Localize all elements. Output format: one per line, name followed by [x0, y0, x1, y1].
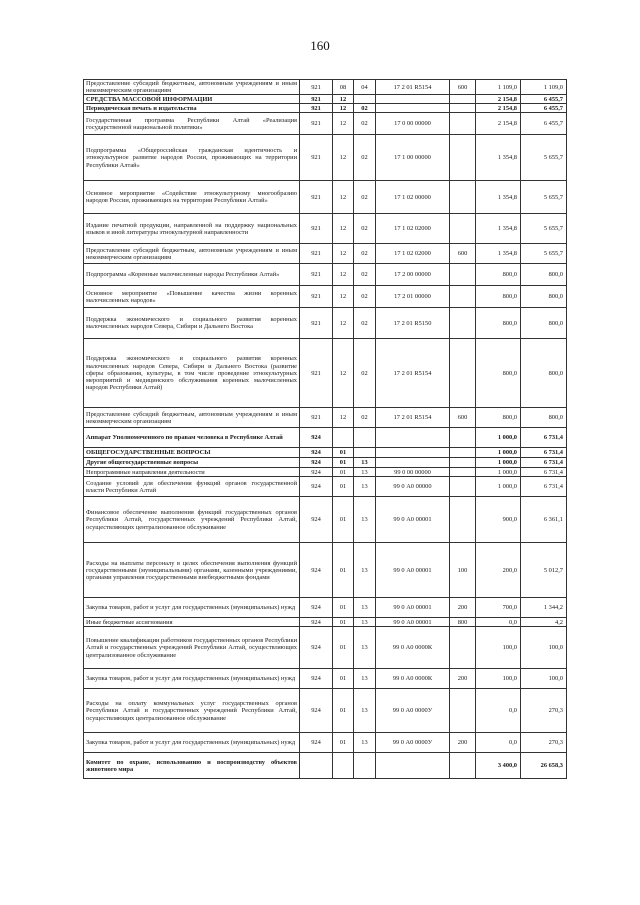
table-row: [84, 214, 567, 244]
grbs-code-cell: 924: [300, 428, 333, 448]
grbs-code-cell: 921: [300, 339, 333, 408]
expense-type-cell: 200: [450, 669, 476, 689]
target-article-cell: [376, 95, 450, 104]
table-row: [84, 428, 567, 448]
target-article-cell: 17 1 02 02000: [376, 214, 450, 244]
table-row: [84, 753, 567, 779]
section-code-cell: 12: [333, 264, 354, 286]
amount-cell-2: 6 361,1: [521, 497, 567, 543]
amount-cell-1: 1 354,8: [476, 214, 521, 244]
amount-cell-1: 1 000,0: [476, 477, 521, 497]
expenditure-name-cell: Предоставление субсидий бюджетным, автономным учреждениям и иным некоммерческим организациям: [84, 408, 300, 428]
expenditure-name-cell: Повышение квалификации работников государственных органов Республики Алтай и государственных учреждений Республики Алтай, осуществляющих централизованное обслуживание: [84, 627, 300, 669]
expense-type-cell: 200: [450, 598, 476, 618]
amount-cell-1: 1 354,8: [476, 135, 521, 181]
expense-type-cell: 800: [450, 618, 476, 627]
subsection-code-cell: 02: [354, 244, 376, 264]
expenditure-name-cell: Закупка товаров, работ и услуг для государственных (муниципальных) нужд: [84, 669, 300, 689]
amount-cell-2: 6 455,7: [521, 95, 567, 104]
expense-type-cell: [450, 135, 476, 181]
expense-type-cell: [450, 458, 476, 468]
expense-type-cell: 200: [450, 733, 476, 753]
table-row: [84, 104, 567, 113]
expense-type-cell: [450, 448, 476, 458]
amount-cell-2: 800,0: [521, 308, 567, 339]
expenditure-name-cell: Издание печатной продукции, направленной на поддержку национальных языков и иной литературы этнокультурной направленности: [84, 214, 300, 244]
subsection-code-cell: 02: [354, 286, 376, 308]
expenditure-name-cell: Поддержка экономического и социального развития коренных малочисленных народов Севера, Сибири и Дальнего Востока (развитие сферы образования, культуры, в том числе проведение этнокультурных мероприятий и медицинского обслуживания коренных малочисленных народов Республики Алтай): [84, 339, 300, 408]
amount-cell-1: 2 154,8: [476, 104, 521, 113]
target-article-cell: 17 2 00 00000: [376, 264, 450, 286]
subsection-code-cell: [354, 428, 376, 448]
target-article-cell: 17 1 02 00000: [376, 181, 450, 214]
grbs-code-cell: 924: [300, 458, 333, 468]
target-article-cell: [376, 458, 450, 468]
target-article-cell: [376, 428, 450, 448]
target-article-cell: 17 2 01 R5150: [376, 308, 450, 339]
target-article-cell: [376, 104, 450, 113]
amount-cell-2: 1 344,2: [521, 598, 567, 618]
expenditure-name-cell: Основное мероприятие «Повышение качества жизни коренных малочисленных народов»: [84, 286, 300, 308]
expense-type-cell: [450, 468, 476, 477]
expenditure-name-cell: Поддержка экономического и социального развития коренных малочисленных народов Севера, Сибири и Дальнего Востока: [84, 308, 300, 339]
amount-cell-2: 6 731,4: [521, 458, 567, 468]
amount-cell-1: 700,0: [476, 598, 521, 618]
section-code-cell: 01: [333, 497, 354, 543]
subsection-code-cell: [354, 448, 376, 458]
target-article-cell: [376, 448, 450, 458]
grbs-code-cell: 924: [300, 733, 333, 753]
subsection-code-cell: 13: [354, 497, 376, 543]
grbs-code-cell: 921: [300, 286, 333, 308]
subsection-code-cell: 13: [354, 477, 376, 497]
amount-cell-1: 1 000,0: [476, 458, 521, 468]
expense-type-cell: 600: [450, 80, 476, 95]
expenditure-name-cell: Расходы на оплату коммунальных услуг государственных органов Республики Алтай и государственных учреждений Республики Алтай, осуществляющих централизованное обслуживание: [84, 689, 300, 733]
target-article-cell: 99 0 А0 00001: [376, 618, 450, 627]
grbs-code-cell: 924: [300, 468, 333, 477]
expenditure-name-cell: СРЕДСТВА МАССОВОЙ ИНФОРМАЦИИ: [84, 95, 300, 104]
expenditure-name-cell: Подпрограмма «Общероссийская гражданская идентичность и этнокультурное развитие народов России, проживающих на территории Республики Алтай»: [84, 135, 300, 181]
grbs-code-cell: 924: [300, 627, 333, 669]
section-code-cell: 01: [333, 448, 354, 458]
target-article-cell: 17 0 00 00000: [376, 113, 450, 135]
table-row: [84, 598, 567, 618]
amount-cell-1: 800,0: [476, 264, 521, 286]
table-row: [84, 308, 567, 339]
section-code-cell: 12: [333, 339, 354, 408]
amount-cell-1: 2 154,8: [476, 113, 521, 135]
expenditure-name-cell: Непрограммные направления деятельности: [84, 468, 300, 477]
target-article-cell: 17 2 01 R5154: [376, 408, 450, 428]
expense-type-cell: [450, 689, 476, 733]
target-article-cell: 99 0 А0 00001: [376, 543, 450, 598]
target-article-cell: 99 0 А0 0000К: [376, 669, 450, 689]
table-row: [84, 448, 567, 458]
subsection-code-cell: 02: [354, 339, 376, 408]
subsection-code-cell: [354, 95, 376, 104]
subsection-code-cell: 02: [354, 113, 376, 135]
subsection-code-cell: 02: [354, 135, 376, 181]
table-row: [84, 733, 567, 753]
subsection-code-cell: 02: [354, 181, 376, 214]
section-code-cell: 12: [333, 286, 354, 308]
section-code-cell: 01: [333, 669, 354, 689]
grbs-code-cell: 921: [300, 135, 333, 181]
amount-cell-2: 270,3: [521, 689, 567, 733]
expense-type-cell: [450, 113, 476, 135]
subsection-code-cell: 13: [354, 543, 376, 598]
section-code-cell: 12: [333, 135, 354, 181]
expense-type-cell: [450, 95, 476, 104]
grbs-code-cell: 921: [300, 308, 333, 339]
expenditure-name-cell: Создание условий для обеспечения функций органов государственной власти Республики Алтай: [84, 477, 300, 497]
amount-cell-1: 3 400,0: [476, 753, 521, 779]
section-code-cell: 12: [333, 244, 354, 264]
table-row: [84, 135, 567, 181]
table-row: [84, 458, 567, 468]
grbs-code-cell: 921: [300, 80, 333, 95]
expenditure-name-cell: Другие общегосударственные вопросы: [84, 458, 300, 468]
expenditure-name-cell: Предоставление субсидий бюджетным, автономным учреждениям и иным некоммерческим организациям: [84, 244, 300, 264]
table-row: [84, 627, 567, 669]
target-article-cell: 99 0 00 00000: [376, 468, 450, 477]
section-code-cell: 12: [333, 408, 354, 428]
expense-type-cell: [450, 104, 476, 113]
expense-type-cell: [450, 753, 476, 779]
grbs-code-cell: 921: [300, 104, 333, 113]
amount-cell-1: 800,0: [476, 286, 521, 308]
amount-cell-1: 900,0: [476, 497, 521, 543]
section-code-cell: 12: [333, 308, 354, 339]
table-body: [84, 80, 567, 779]
subsection-code-cell: 02: [354, 408, 376, 428]
section-code-cell: 12: [333, 214, 354, 244]
amount-cell-2: 800,0: [521, 286, 567, 308]
target-article-cell: 99 0 А0 0000К: [376, 627, 450, 669]
amount-cell-2: 26 658,3: [521, 753, 567, 779]
table-row: [84, 618, 567, 627]
subsection-code-cell: [354, 753, 376, 779]
amount-cell-2: 5 655,7: [521, 244, 567, 264]
amount-cell-2: 6 455,7: [521, 113, 567, 135]
amount-cell-1: 800,0: [476, 408, 521, 428]
subsection-code-cell: 02: [354, 104, 376, 113]
grbs-code-cell: 924: [300, 543, 333, 598]
expenditure-name-cell: Закупка товаров, работ и услуг для государственных (муниципальных) нужд: [84, 733, 300, 753]
table-row: [84, 181, 567, 214]
expenditure-name-cell: Периодическая печать и издательства: [84, 104, 300, 113]
table-row: [84, 339, 567, 408]
target-article-cell: 17 2 01 R5154: [376, 339, 450, 408]
section-code-cell: 01: [333, 618, 354, 627]
expense-type-cell: [450, 497, 476, 543]
page-number: 160: [310, 38, 330, 53]
table-row: [84, 244, 567, 264]
table-row: [84, 669, 567, 689]
amount-cell-2: 100,0: [521, 627, 567, 669]
expense-type-cell: [450, 627, 476, 669]
table-row: [84, 689, 567, 733]
expense-type-cell: [450, 181, 476, 214]
target-article-cell: 99 0 А0 00001: [376, 598, 450, 618]
section-code-cell: 01: [333, 458, 354, 468]
target-article-cell: 17 1 02 02000: [376, 244, 450, 264]
grbs-code-cell: 924: [300, 477, 333, 497]
subsection-code-cell: 04: [354, 80, 376, 95]
expenditure-name-cell: Комитет по охране, использованию и воспроизводству объектов животного мира: [84, 753, 300, 779]
expenditure-name-cell: Предоставление субсидий бюджетным, автономным учреждениям и иным некоммерческим организациям: [84, 80, 300, 95]
grbs-code-cell: 924: [300, 448, 333, 458]
expense-type-cell: [450, 308, 476, 339]
amount-cell-1: 1 354,8: [476, 181, 521, 214]
target-article-cell: 99 0 А0 00000: [376, 477, 450, 497]
section-code-cell: 01: [333, 733, 354, 753]
target-article-cell: [376, 753, 450, 779]
section-code-cell: [333, 428, 354, 448]
subsection-code-cell: 02: [354, 264, 376, 286]
amount-cell-1: 1 109,0: [476, 80, 521, 95]
amount-cell-1: 1 000,0: [476, 448, 521, 458]
grbs-code-cell: [300, 753, 333, 779]
amount-cell-2: 5 655,7: [521, 214, 567, 244]
amount-cell-1: 0,0: [476, 618, 521, 627]
subsection-code-cell: 13: [354, 733, 376, 753]
grbs-code-cell: 921: [300, 214, 333, 244]
target-article-cell: 17 2 01 00000: [376, 286, 450, 308]
section-code-cell: 12: [333, 104, 354, 113]
subsection-code-cell: 13: [354, 458, 376, 468]
grbs-code-cell: 921: [300, 408, 333, 428]
section-code-cell: 01: [333, 627, 354, 669]
table-row: [84, 95, 567, 104]
subsection-code-cell: 13: [354, 627, 376, 669]
subsection-code-cell: 13: [354, 618, 376, 627]
amount-cell-2: 800,0: [521, 264, 567, 286]
subsection-code-cell: 13: [354, 689, 376, 733]
expenditure-name-cell: ОБЩЕГОСУДАРСТВЕННЫЕ ВОПРОСЫ: [84, 448, 300, 458]
grbs-code-cell: 924: [300, 598, 333, 618]
amount-cell-1: 200,0: [476, 543, 521, 598]
subsection-code-cell: 13: [354, 598, 376, 618]
table-row: [84, 408, 567, 428]
expense-type-cell: [450, 339, 476, 408]
expense-type-cell: 600: [450, 408, 476, 428]
section-code-cell: 01: [333, 543, 354, 598]
section-code-cell: 12: [333, 113, 354, 135]
table-row: [84, 497, 567, 543]
table-row: [84, 477, 567, 497]
expenditure-name-cell: Расходы на выплаты персоналу в целях обеспечения выполнения функций государственными (муниципальными) органами, казенными учреждениями, органами управления государственными внебюджетными фондами: [84, 543, 300, 598]
grbs-code-cell: 921: [300, 113, 333, 135]
expenditure-name-cell: Основное мероприятие «Содействие этнокультурному многообразию народов России, проживающих на территории Республики Алтай»: [84, 181, 300, 214]
amount-cell-1: 100,0: [476, 669, 521, 689]
amount-cell-2: 6 731,4: [521, 477, 567, 497]
expense-type-cell: [450, 214, 476, 244]
expense-type-cell: [450, 286, 476, 308]
section-code-cell: 12: [333, 95, 354, 104]
amount-cell-2: 270,3: [521, 733, 567, 753]
grbs-code-cell: 924: [300, 497, 333, 543]
table-row: [84, 286, 567, 308]
expenditure-name-cell: Финансовое обеспечение выполнения функций государственных органов Республики Алтай, государственных учреждений Республики Алтай, осуществляющих централизованное обслуживание: [84, 497, 300, 543]
subsection-code-cell: 02: [354, 214, 376, 244]
grbs-code-cell: 921: [300, 95, 333, 104]
subsection-code-cell: 13: [354, 669, 376, 689]
target-article-cell: 17 2 01 R5154: [376, 80, 450, 95]
amount-cell-2: 5 012,7: [521, 543, 567, 598]
subsection-code-cell: 13: [354, 468, 376, 477]
grbs-code-cell: 924: [300, 689, 333, 733]
amount-cell-2: 1 109,0: [521, 80, 567, 95]
section-code-cell: [333, 753, 354, 779]
grbs-code-cell: 924: [300, 669, 333, 689]
amount-cell-2: 4,2: [521, 618, 567, 627]
section-code-cell: 01: [333, 468, 354, 477]
budget-allocation-table: [83, 79, 567, 779]
amount-cell-1: 0,0: [476, 689, 521, 733]
grbs-code-cell: 921: [300, 244, 333, 264]
section-code-cell: 08: [333, 80, 354, 95]
table-row: [84, 264, 567, 286]
expenditure-name-cell: Закупка товаров, работ и услуг для государственных (муниципальных) нужд: [84, 598, 300, 618]
expense-type-cell: 100: [450, 543, 476, 598]
amount-cell-1: 0,0: [476, 733, 521, 753]
subsection-code-cell: 02: [354, 308, 376, 339]
table-row: [84, 543, 567, 598]
expense-type-cell: [450, 428, 476, 448]
section-code-cell: 01: [333, 689, 354, 733]
target-article-cell: 99 0 А0 0000У: [376, 689, 450, 733]
target-article-cell: 99 0 А0 00001: [376, 497, 450, 543]
expense-type-cell: [450, 264, 476, 286]
amount-cell-2: 6 731,4: [521, 428, 567, 448]
target-article-cell: 99 0 А0 0000У: [376, 733, 450, 753]
amount-cell-2: 6 731,4: [521, 468, 567, 477]
expense-type-cell: [450, 477, 476, 497]
table-row: [84, 468, 567, 477]
amount-cell-2: 5 655,7: [521, 181, 567, 214]
section-code-cell: 12: [333, 181, 354, 214]
amount-cell-2: 800,0: [521, 408, 567, 428]
amount-cell-2: 6 455,7: [521, 104, 567, 113]
amount-cell-1: 2 154,8: [476, 95, 521, 104]
expense-type-cell: 600: [450, 244, 476, 264]
table-row: [84, 80, 567, 95]
grbs-code-cell: 924: [300, 618, 333, 627]
expenditure-name-cell: Государственная программа Республики Алтай «Реализация государственной национальной политики»: [84, 113, 300, 135]
amount-cell-1: 1 354,8: [476, 244, 521, 264]
amount-cell-1: 1 000,0: [476, 428, 521, 448]
expenditure-name-cell: Аппарат Уполномоченного по правам человека в Республике Алтай: [84, 428, 300, 448]
expenditure-name-cell: Подпрограмма «Коренные малочисленные народы Республики Алтай»: [84, 264, 300, 286]
amount-cell-2: 800,0: [521, 339, 567, 408]
expenditure-name-cell: Иные бюджетные ассигнования: [84, 618, 300, 627]
grbs-code-cell: 921: [300, 264, 333, 286]
table-row: [84, 113, 567, 135]
amount-cell-1: 800,0: [476, 308, 521, 339]
target-article-cell: 17 1 00 00000: [376, 135, 450, 181]
amount-cell-1: 800,0: [476, 339, 521, 408]
section-code-cell: 01: [333, 477, 354, 497]
amount-cell-1: 100,0: [476, 627, 521, 669]
amount-cell-2: 5 655,7: [521, 135, 567, 181]
section-code-cell: 01: [333, 598, 354, 618]
amount-cell-2: 100,0: [521, 669, 567, 689]
grbs-code-cell: 921: [300, 181, 333, 214]
amount-cell-1: 1 000,0: [476, 468, 521, 477]
amount-cell-2: 6 731,4: [521, 448, 567, 458]
